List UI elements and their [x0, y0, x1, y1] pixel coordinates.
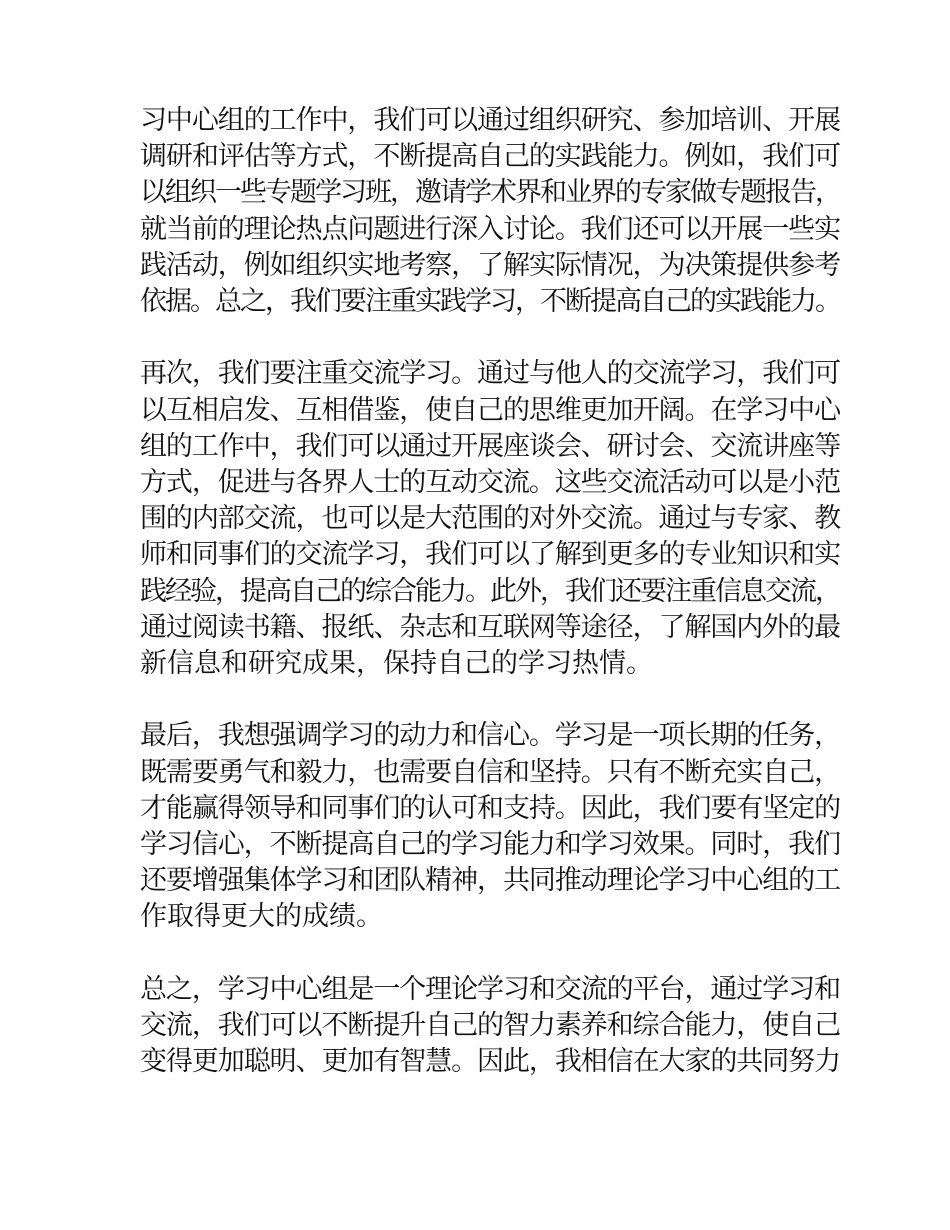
text-line: 才能赢得领导和同事们的认可和支持。因此，我们要有坚定的	[140, 792, 840, 824]
text-line: 方式，促进与各界人士的互动交流。这些交流活动可以是小范	[140, 467, 840, 499]
text-line: 就当前的理论热点问题进行深入讨论。我们还可以开展一些实	[140, 213, 840, 245]
text-line: 习中心组的工作中，我们可以通过组织研究、参加培训、开展	[140, 105, 840, 136]
text-line: 变得更加聪明、更加有智慧。因此，我相信在大家的共同努力	[140, 1046, 840, 1078]
text-line: 以组织一些专题学习班，邀请学术界和业界的专家做专题报告，	[140, 177, 840, 209]
text-line: 作取得更大的成绩。	[140, 901, 383, 933]
text-line: 总之，学习中心组是一个理论学习和交流的平台，通过学习和	[140, 973, 840, 1005]
paragraph-practice-learning	[140, 103, 840, 320]
text-line: 最后，我想强调学习的动力和信心。学习是一项长期的任务，	[140, 720, 840, 752]
text-line: 践活动，例如组织实地考察，了解实际情况，为决策提供参考	[140, 249, 840, 281]
paragraph-spacer	[140, 320, 840, 356]
text-line: 践经验，提高自己的综合能力。此外，我们还要注重信息交流，	[140, 575, 840, 607]
text-line: 围的内部交流，也可以是大范围的对外交流。通过与专家、教	[140, 503, 840, 535]
text-line: 调研和评估等方式，不断提高自己的实践能力。例如，我们可	[140, 141, 840, 173]
text-line: 以互相启发、互相借鉴，使自己的思维更加开阔。在学习中心	[140, 394, 840, 426]
text-line: 学习信心，不断提高自己的学习能力和学习效果。同时，我们	[140, 829, 840, 861]
text-line: 交流，我们可以不断提升自己的智力素养和综合能力，使自己	[140, 1010, 840, 1042]
paragraph-conclusion	[140, 972, 840, 1081]
text-line: 通过阅读书籍、报纸、杂志和互联网等途径，了解国内外的最	[140, 611, 840, 643]
paragraph-exchange-learning	[140, 356, 840, 682]
text-line: 再次，我们要注重交流学习。通过与他人的交流学习，我们可	[140, 358, 840, 390]
text-line: 还要增强集体学习和团队精神，共同推动理论学习中心组的工	[140, 865, 840, 897]
paragraph-spacer	[140, 682, 840, 718]
text-line: 依据。总之，我们要注重实践学习，不断提高自己的实践能力。	[140, 286, 840, 318]
text-line: 既需要勇气和毅力，也需要自信和坚持。只有不断充实自己，	[140, 756, 840, 788]
paragraph-spacer	[140, 936, 840, 972]
text-line: 组的工作中，我们可以通过开展座谈会、研讨会、交流讲座等	[140, 430, 840, 462]
document-body	[140, 103, 840, 1080]
paragraph-motivation	[140, 718, 840, 935]
text-line: 师和同事们的交流学习，我们可以了解到更多的专业知识和实	[140, 539, 840, 571]
text-line: 新信息和研究成果，保持自己的学习热情。	[140, 648, 653, 680]
